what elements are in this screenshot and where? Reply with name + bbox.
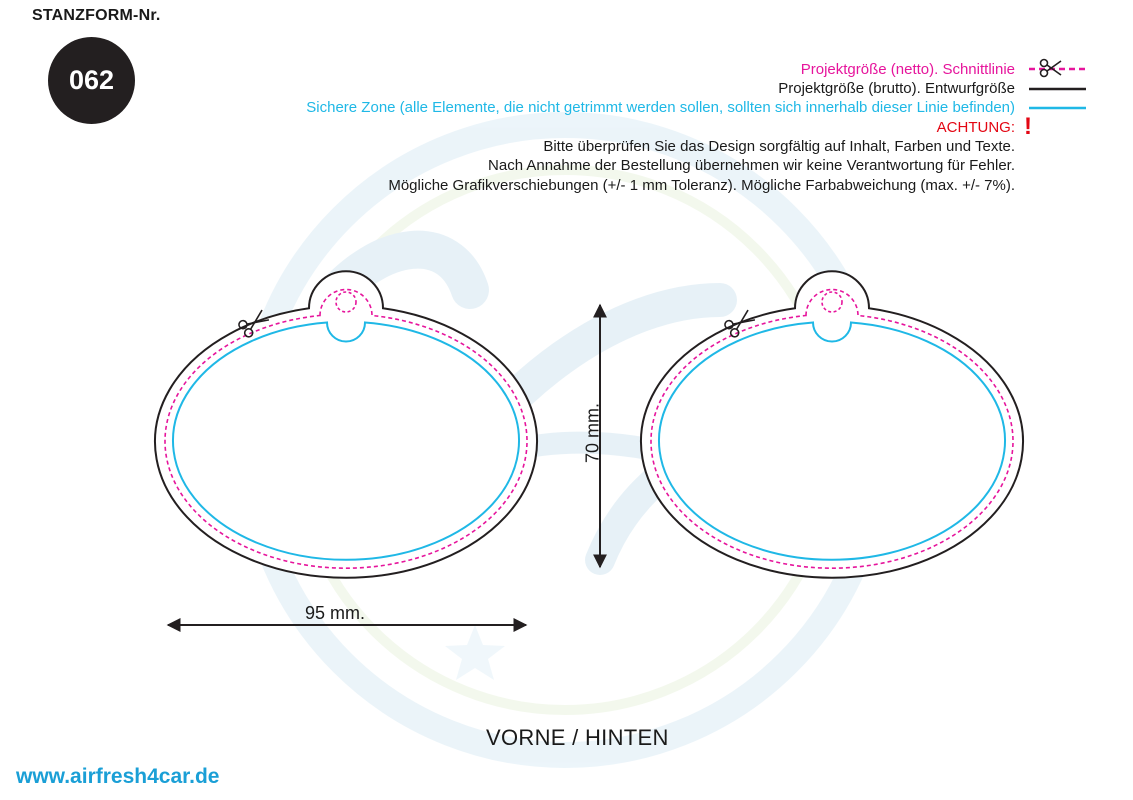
note-tolerance: Mögliche Grafikverschiebungen (+/- 1 mm Toleranz). Mögliche Farbabweichung (max. +/- 7%). xyxy=(388,177,1015,194)
front-back-label: VORNE / HINTEN xyxy=(486,725,669,750)
legend-safe-zone-text: Sichere Zone (alle Elemente, die nicht getrimmt werden sollen, sollten sich innerhalb dieser Linie befinden) xyxy=(306,99,1015,116)
die-form-number-badge: 062 xyxy=(48,37,135,124)
front-tag-dieline xyxy=(155,271,537,577)
exclamation-icon: ! xyxy=(1024,113,1032,140)
back-tag-dieline xyxy=(641,271,1023,577)
legend-bleed-line-text: Projektgröße (brutto). Entwurfgröße xyxy=(778,80,1015,97)
attention-label: ACHTUNG: xyxy=(936,119,1015,136)
legend-cut-line-text: Projektgröße (netto). Schnittlinie xyxy=(800,61,1015,78)
height-dimension-label: 70 mm. xyxy=(582,402,603,464)
die-form-label: STANZFORM-Nr. xyxy=(32,7,161,24)
width-dimension-label: 95 mm. xyxy=(305,603,366,623)
note-no-responsibility: Nach Annahme der Bestellung übernehmen wir keine Verantwortung für Fehler. xyxy=(488,157,1015,174)
note-check-design: Bitte überprüfen Sie das Design sorgfältig auf Inhalt, Farben und Texte. xyxy=(543,138,1015,155)
website-link[interactable]: www.airfresh4car.de xyxy=(16,765,220,788)
